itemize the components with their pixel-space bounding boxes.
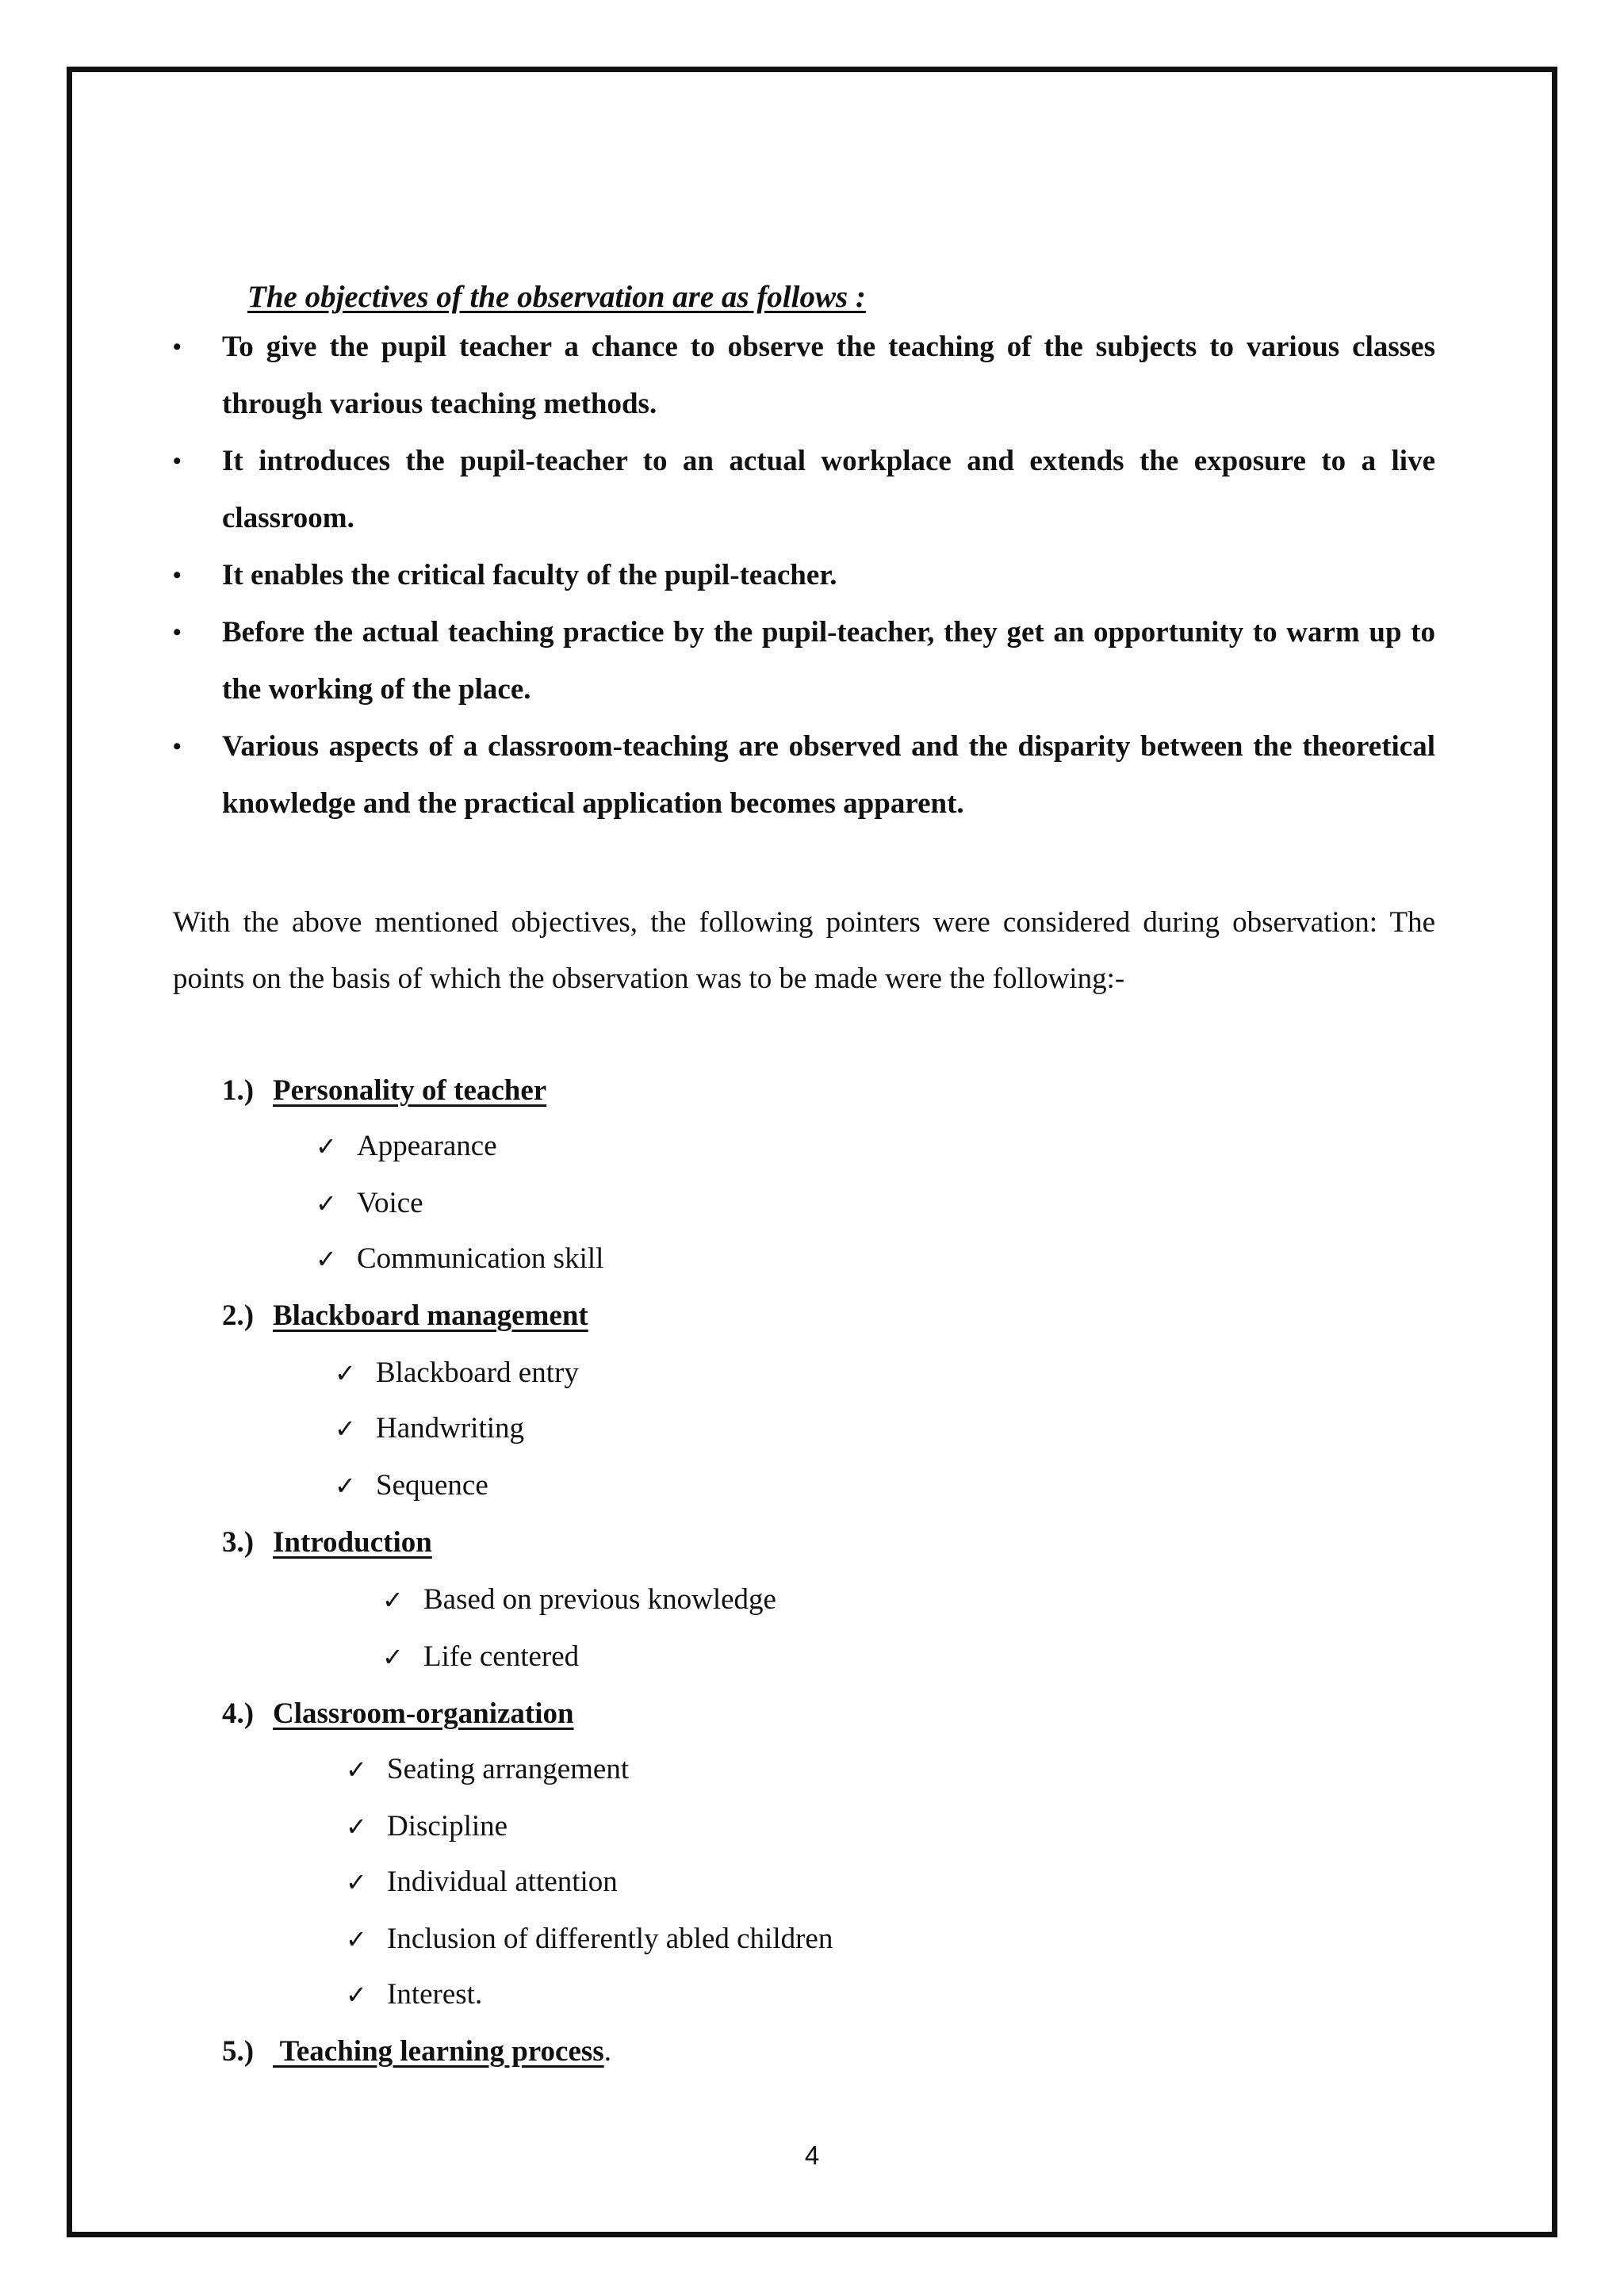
objectives-heading: The objectives of the observation are as follows : [247,280,866,314]
objective-item: • It enables the critical faculty of the pupil-teacher. [173,547,1435,604]
pointer-heading: 4.) Classroom-organization [222,1697,574,1730]
check-icon: ✓ [335,1471,356,1501]
check-item: ✓ Voice [316,1187,423,1219]
check-icon: ✓ [316,1131,337,1161]
check-icon: ✓ [346,1867,367,1897]
check-item: ✓ Handwriting [335,1412,525,1445]
bullet-icon: • [173,733,182,760]
bullet-icon: • [173,448,182,474]
check-item: ✓ Blackboard entry [335,1357,579,1389]
check-item: ✓ Based on previous knowledge [382,1583,776,1616]
objective-item: • It introduces the pupil-teacher to an actual workplace and extends the exposure to a live classroom. [173,433,1435,547]
pointer-heading: 5.) Teaching learning process. [222,2035,611,2068]
check-item: ✓ Individual attention [346,1866,618,1898]
check-item: ✓ Communication skill [316,1242,604,1275]
objective-item: • Before the actual teaching practice by the pupil-teacher, they get an opportunity to warm up to the working of the place. [173,604,1435,718]
page-number: 4 [804,2141,820,2170]
objectives-list [173,319,1435,832]
check-icon: ✓ [335,1414,356,1444]
check-item: ✓ Inclusion of differently abled children [346,1923,833,1955]
check-icon: ✓ [346,1980,367,2010]
objective-item: • To give the pupil teacher a chance to observe the teaching of the subjects to various classes through various teaching methods. [173,319,1435,433]
check-item: ✓ Appearance [316,1130,497,1162]
check-icon: ✓ [346,1812,367,1842]
check-item: ✓ Sequence [335,1469,488,1502]
check-icon: ✓ [316,1244,337,1274]
bullet-icon: • [173,562,182,588]
pointer-heading: 2.) Blackboard management [222,1299,588,1332]
intro-paragraph: With the above mentioned objectives, the following pointers were considered during observation: The points on the basis of which the observation was to be made were the following:- [173,906,1435,995]
check-icon: ✓ [335,1358,356,1388]
check-item: ✓ Seating arrangement [346,1753,630,1785]
bullet-icon: • [173,619,182,645]
pointer-heading: 1.) Personality of teacher [222,1074,547,1107]
check-item: ✓ Life centered [382,1640,580,1673]
check-icon: ✓ [382,1585,404,1615]
check-item: ✓ Discipline [346,1810,508,1843]
check-icon: ✓ [346,1755,367,1785]
check-icon: ✓ [316,1188,337,1219]
bullet-icon: • [173,334,182,360]
pointer-heading: 3.) Introduction [222,1526,432,1559]
check-item: ✓ Interest. [346,1978,483,2011]
check-icon: ✓ [346,1924,367,1954]
objective-item: • Various aspects of a classroom-teaching are observed and the disparity between the theoretical knowledge and the practical application becomes apparent. [173,718,1435,832]
check-icon: ✓ [382,1642,404,1672]
